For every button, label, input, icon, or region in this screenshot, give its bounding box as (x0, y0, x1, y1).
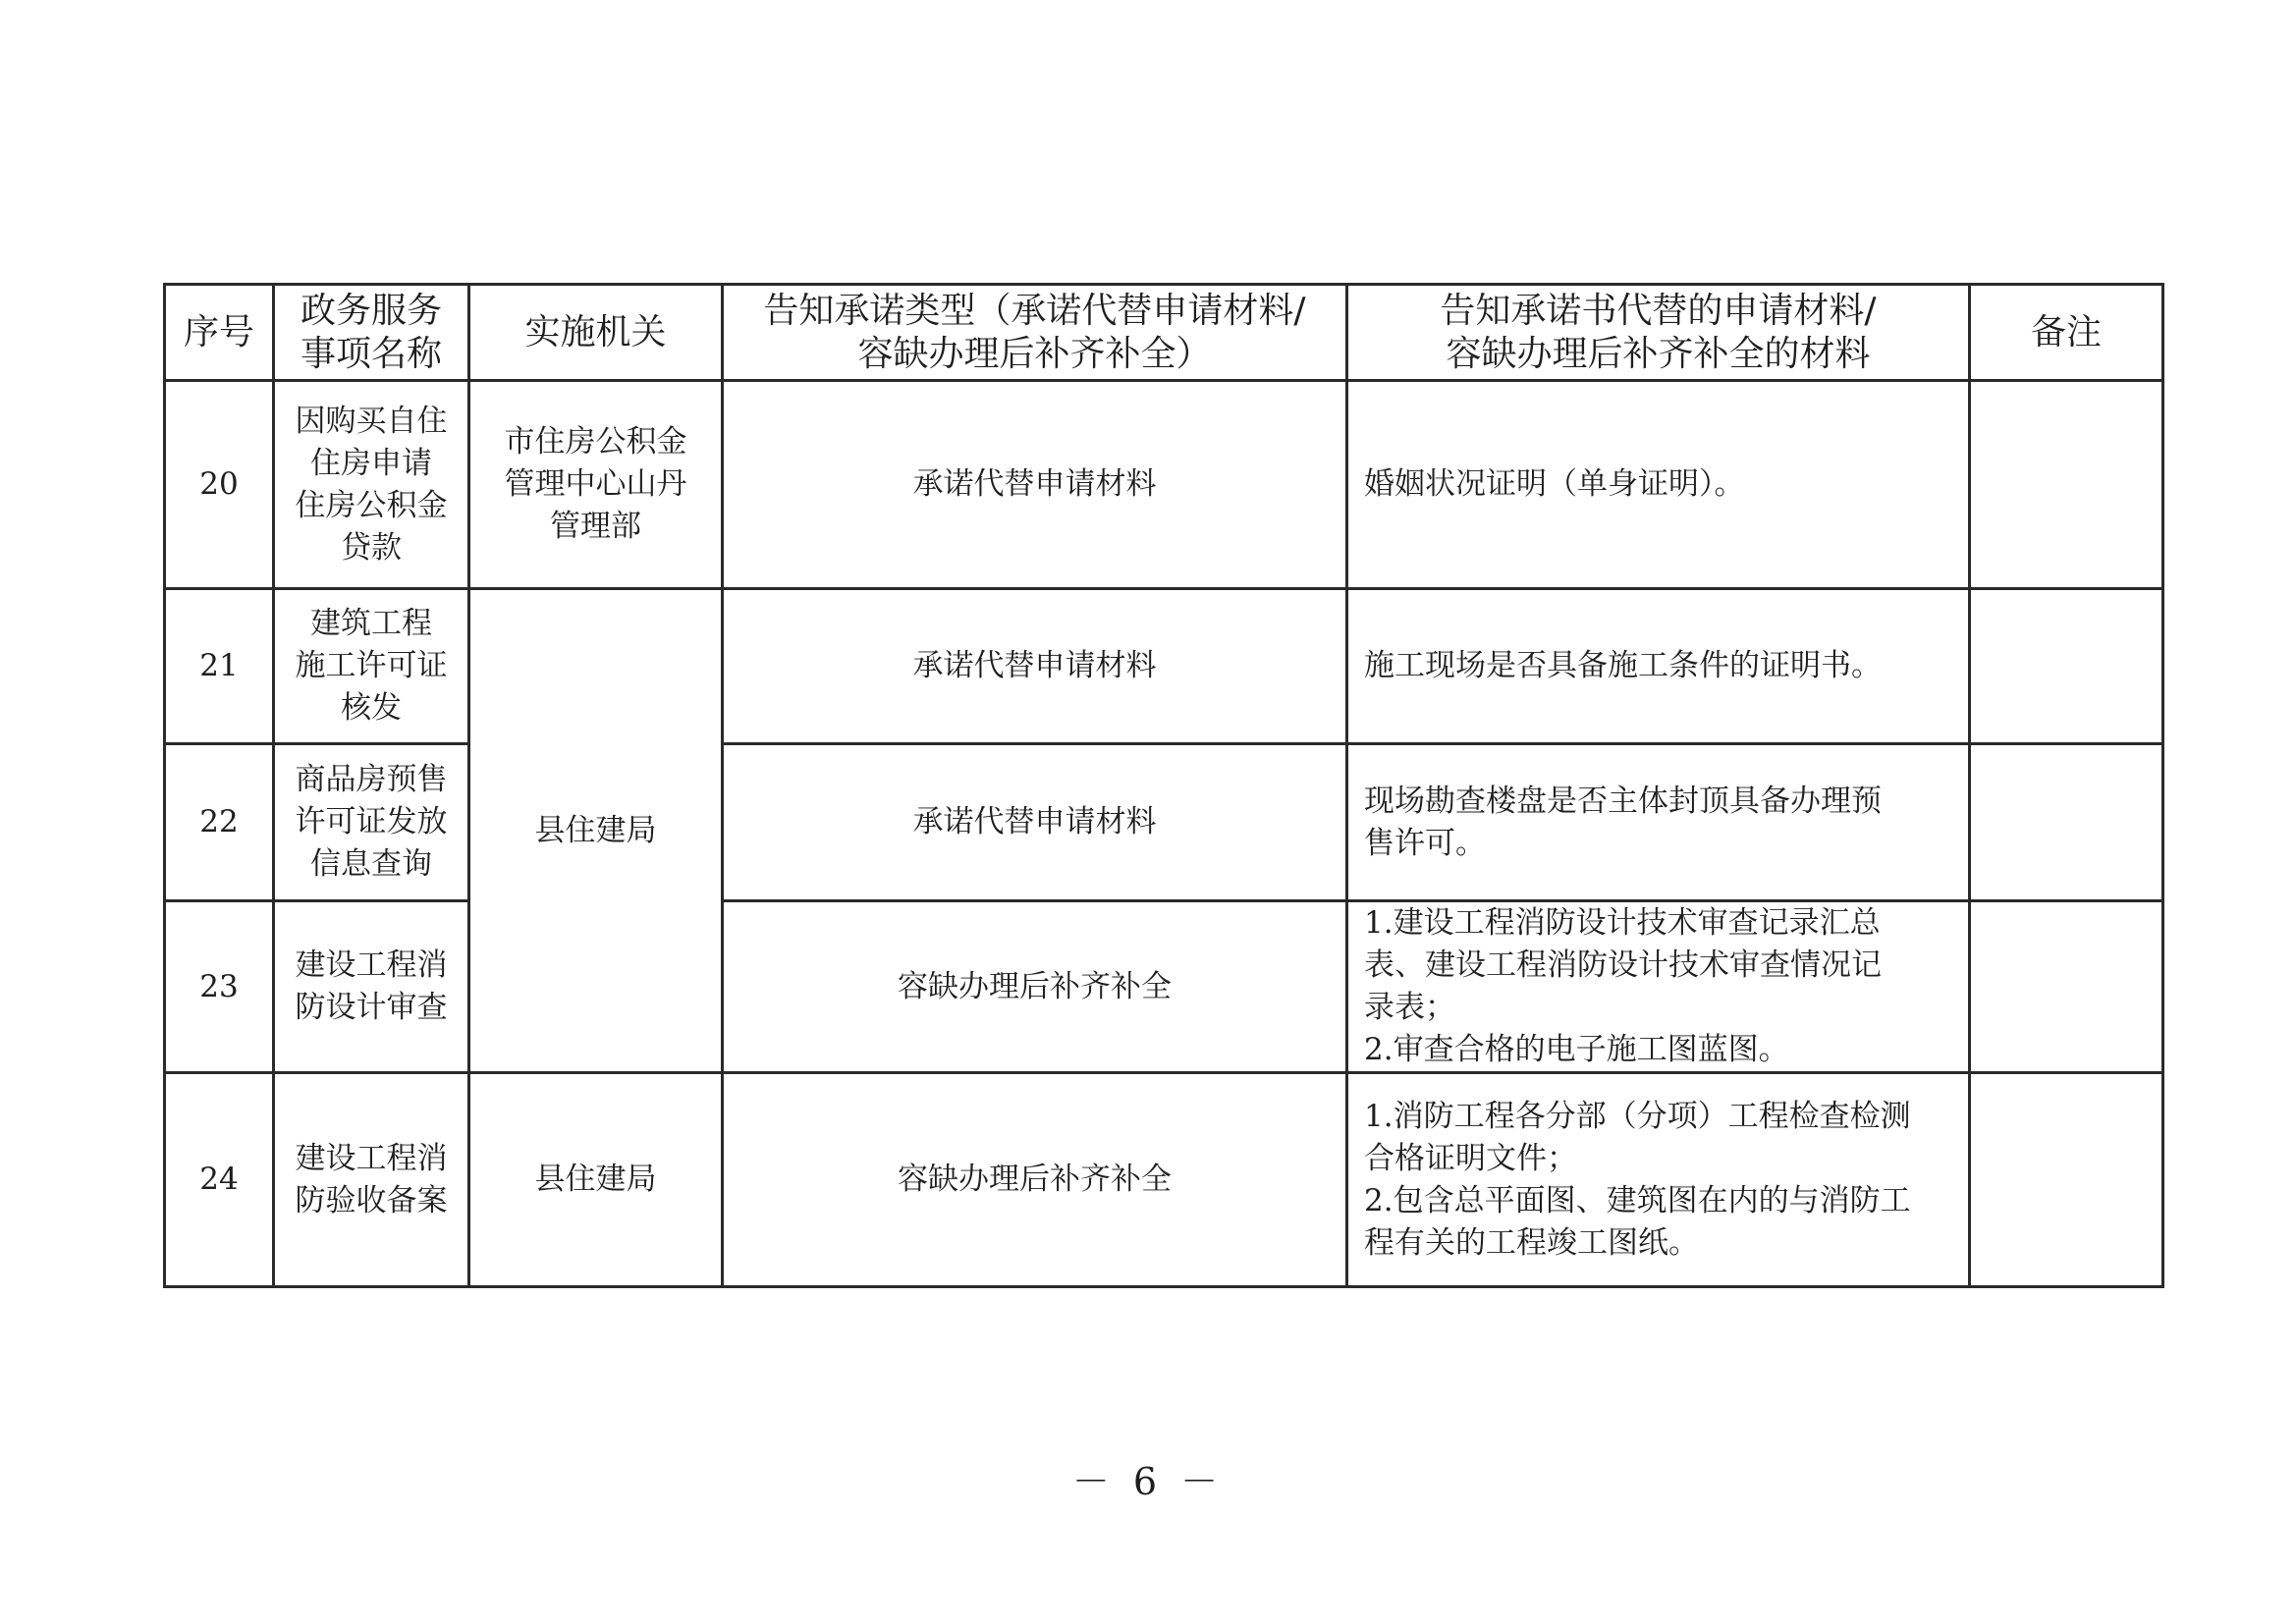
commitment-type: 容缺办理后补齐补全 (723, 1073, 1347, 1287)
row-number: 22 (165, 744, 274, 901)
remarks (1970, 589, 2163, 744)
implementing-agency: 县住建局 (469, 1073, 723, 1287)
service-item-name: 建筑工程 施工许可证 核发 (274, 589, 469, 744)
header-serial-number: 序号 (165, 285, 274, 381)
table-row (165, 589, 2163, 744)
implementing-agency: 市住房公积金 管理中心山丹 管理部 (469, 381, 723, 589)
table-row (165, 1073, 2163, 1287)
remarks (1970, 381, 2163, 589)
header-service-item-name: 政务服务 事项名称 (274, 285, 469, 381)
commitment-type: 承诺代替申请材料 (723, 381, 1347, 589)
commitment-type: 容缺办理后补齐补全 (723, 901, 1347, 1073)
table-row (165, 901, 2163, 1073)
header-remarks: 备注 (1970, 285, 2163, 381)
table-header-row (165, 285, 2163, 381)
header-replaced-materials: 告知承诺书代替的申请材料/ 容缺办理后补齐补全的材料 (1347, 285, 1970, 381)
header-commitment-type: 告知承诺类型（承诺代替申请材料/ 容缺办理后补齐补全） (723, 285, 1347, 381)
service-item-name: 建设工程消 防验收备案 (274, 1073, 469, 1287)
row-number: 24 (165, 1073, 274, 1287)
remarks (1970, 744, 2163, 901)
page-number: － 6 － (1071, 1460, 1225, 1503)
replaced-materials: 施工现场是否具备施工条件的证明书。 (1347, 589, 1970, 744)
commitment-type: 承诺代替申请材料 (723, 589, 1347, 744)
row-number: 23 (165, 901, 274, 1073)
replaced-materials: 1.消防工程各分部（分项）工程检查检测 合格证明文件； 2.包含总平面图、建筑图在内的与消防工 程有关的工程竣工图纸。 (1347, 1073, 1970, 1287)
commitment-table (163, 283, 2164, 1288)
service-item-name: 商品房预售 许可证发放 信息查询 (274, 744, 469, 901)
table-row (165, 381, 2163, 589)
table-row (165, 744, 2163, 901)
replaced-materials: 1.建设工程消防设计技术审查记录汇总 表、建设工程消防设计技术审查情况记 录表； 2.审查合格的电子施工图蓝图。 (1347, 901, 1970, 1073)
replaced-materials: 婚姻状况证明（单身证明）。 (1347, 381, 1970, 589)
row-number: 20 (165, 381, 274, 589)
header-implementing-agency: 实施机关 (469, 285, 723, 381)
commitment-type: 承诺代替申请材料 (723, 744, 1347, 901)
service-item-name: 建设工程消 防设计审查 (274, 901, 469, 1073)
remarks (1970, 1073, 2163, 1287)
service-item-name: 因购买自住 住房申请 住房公积金 贷款 (274, 381, 469, 589)
remarks (1970, 901, 2163, 1073)
row-number: 21 (165, 589, 274, 744)
replaced-materials: 现场勘查楼盘是否主体封顶具备办理预 售许可。 (1347, 744, 1970, 901)
implementing-agency-merged: 县住建局 (469, 589, 723, 1073)
